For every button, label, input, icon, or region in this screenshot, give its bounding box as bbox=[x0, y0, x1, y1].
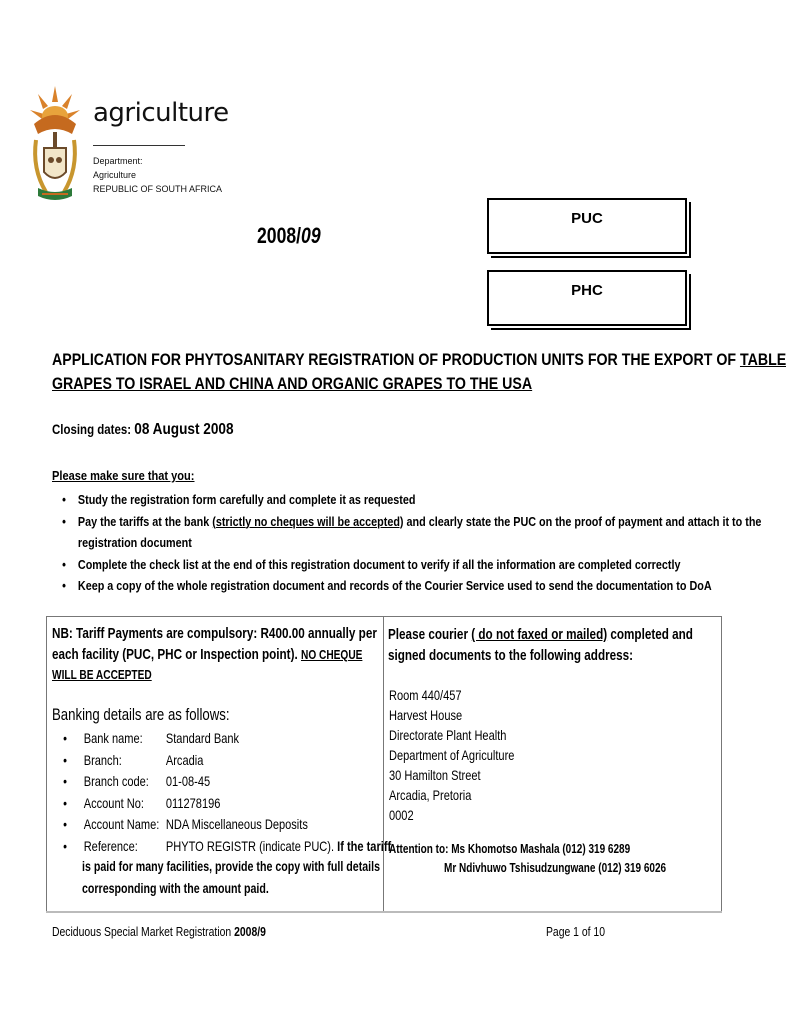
bank-detail-value: NDA Miscellaneous Deposits bbox=[165, 816, 308, 832]
bank-detail-row bbox=[60, 750, 392, 772]
brand-name: agriculture bbox=[93, 98, 229, 128]
page-number: Page 1 of 10 bbox=[546, 924, 605, 939]
address-line: Harvest House bbox=[389, 707, 463, 723]
banking-heading: Banking details are as follows: bbox=[52, 706, 230, 724]
bank-detail-value: Arcadia bbox=[165, 751, 204, 768]
bank-detail-key: Branch code: bbox=[83, 773, 149, 789]
instructions-heading: Please make sure that you: bbox=[52, 468, 195, 483]
instruction-item: • Complete the check list at the end of this registration document to verify if all the information are completed correctly bbox=[58, 554, 697, 576]
no-cheque-notice: NO CHEQUE WILL BE ACCEPTED bbox=[52, 646, 363, 682]
dept-line: REPUBLIC OF SOUTH AFRICA bbox=[93, 184, 223, 194]
tariff-note-line: is paid for many facilities, provide the copy with full details bbox=[82, 858, 380, 874]
instruction-continuation: registration document bbox=[77, 535, 192, 550]
banking-details bbox=[60, 728, 392, 857]
instruction-underlined: (strictly no cheques will be accepted) bbox=[212, 513, 404, 529]
instruction-text: Pay the tariffs at the bank bbox=[77, 513, 213, 529]
tariff-note bbox=[82, 856, 380, 899]
tariff-notice bbox=[52, 624, 380, 686]
address-line: Arcadia, Pretoria bbox=[389, 787, 472, 803]
courier-text: Please courier bbox=[388, 626, 472, 643]
instruction-item: • Study the registration form carefully and complete it as requested bbox=[58, 489, 697, 511]
bank-detail-key: Bank name: bbox=[83, 730, 143, 746]
instructions-list bbox=[58, 489, 762, 597]
bank-detail-row bbox=[60, 836, 392, 858]
document-year bbox=[257, 223, 321, 249]
brand-divider bbox=[93, 145, 185, 146]
year-italic: 09 bbox=[301, 223, 321, 248]
phc-box[interactable] bbox=[487, 270, 687, 326]
address-line: Room 440/457 bbox=[389, 687, 462, 703]
bank-detail-value: 011278196 bbox=[165, 794, 221, 811]
closing-dates bbox=[52, 421, 234, 439]
puc-box[interactable] bbox=[487, 198, 687, 254]
puc-label: PUC bbox=[571, 210, 603, 227]
tariff-notice-text: NB: Tariff Payments are compulsory: R400.00 annually per each facility (PUC, PHC or Inspection point). bbox=[52, 625, 377, 663]
bank-detail-row bbox=[60, 771, 392, 793]
phc-label: PHC bbox=[571, 282, 603, 299]
address-line: 0002 bbox=[389, 807, 414, 823]
dept-line: Department: bbox=[93, 156, 143, 166]
title-line1-underlined: TABLE bbox=[739, 351, 786, 369]
address-line: Directorate Plant Health bbox=[389, 727, 507, 743]
bank-detail-key: Account No: bbox=[83, 794, 144, 811]
bank-detail-value: 01-08-45 bbox=[165, 773, 211, 789]
footer-document-name bbox=[52, 924, 266, 939]
closing-date: 08 August 2008 bbox=[134, 421, 234, 438]
address-line: 30 Hamilton Street bbox=[389, 767, 481, 783]
title-line2: GRAPES TO ISRAEL AND CHINA AND ORGANIC GRAPES TO THE USA bbox=[52, 375, 533, 393]
closing-label: Closing dates: bbox=[52, 422, 135, 437]
instruction-item: • Keep a copy of the whole registration document and records of the Courier Service used to send the documentation to DoA bbox=[58, 575, 697, 597]
bank-detail-value: PHYTO REGISTR (indicate PUC). bbox=[165, 837, 338, 854]
attention-contact-2: Mr Ndivhuwo Tshisudzungwane (012) 319 6026 bbox=[444, 861, 667, 875]
tariff-note-line: corresponding with the amount paid. bbox=[82, 879, 269, 896]
footer-name-year: 2008/9 bbox=[234, 924, 266, 939]
footer-name-text: Deciduous Special Market Registration bbox=[52, 924, 235, 939]
courier-instructions bbox=[388, 624, 731, 666]
dept-line: Agriculture bbox=[93, 170, 137, 180]
table-bottom-shadow bbox=[46, 911, 722, 913]
department-block bbox=[93, 154, 222, 196]
bank-detail-key: Branch: bbox=[83, 751, 122, 768]
bank-detail-key: Reference: bbox=[83, 837, 138, 854]
attention-contact-1: Attention to: Ms Khomotso Mashala (012) 319 6289 bbox=[389, 842, 631, 856]
bank-detail-row bbox=[60, 814, 392, 836]
instruction-text: and clearly state the PUC on the proof of payment and attach it to the bbox=[403, 513, 762, 529]
bank-detail-row bbox=[60, 793, 392, 815]
title-line1: APPLICATION FOR PHYTOSANITARY REGISTRATION OF PRODUCTION UNITS FOR THE EXPORT OF bbox=[52, 351, 740, 369]
document-title bbox=[52, 348, 786, 396]
courier-underlined: ( do not faxed or mailed) bbox=[471, 626, 608, 643]
bank-detail-value: Standard Bank bbox=[165, 730, 240, 746]
bank-detail-key: Account Name: bbox=[83, 816, 160, 832]
south-africa-coat-of-arms-icon bbox=[28, 84, 82, 208]
postal-address bbox=[389, 685, 514, 825]
instruction-item bbox=[58, 511, 762, 533]
address-line: Department of Agriculture bbox=[389, 747, 515, 763]
year-main: 2008/ bbox=[257, 223, 302, 248]
bank-detail-row bbox=[60, 728, 392, 750]
tariff-note-bold: If the tariff bbox=[337, 837, 392, 854]
courier-text: completed and signed documents to the following address: bbox=[388, 626, 693, 664]
